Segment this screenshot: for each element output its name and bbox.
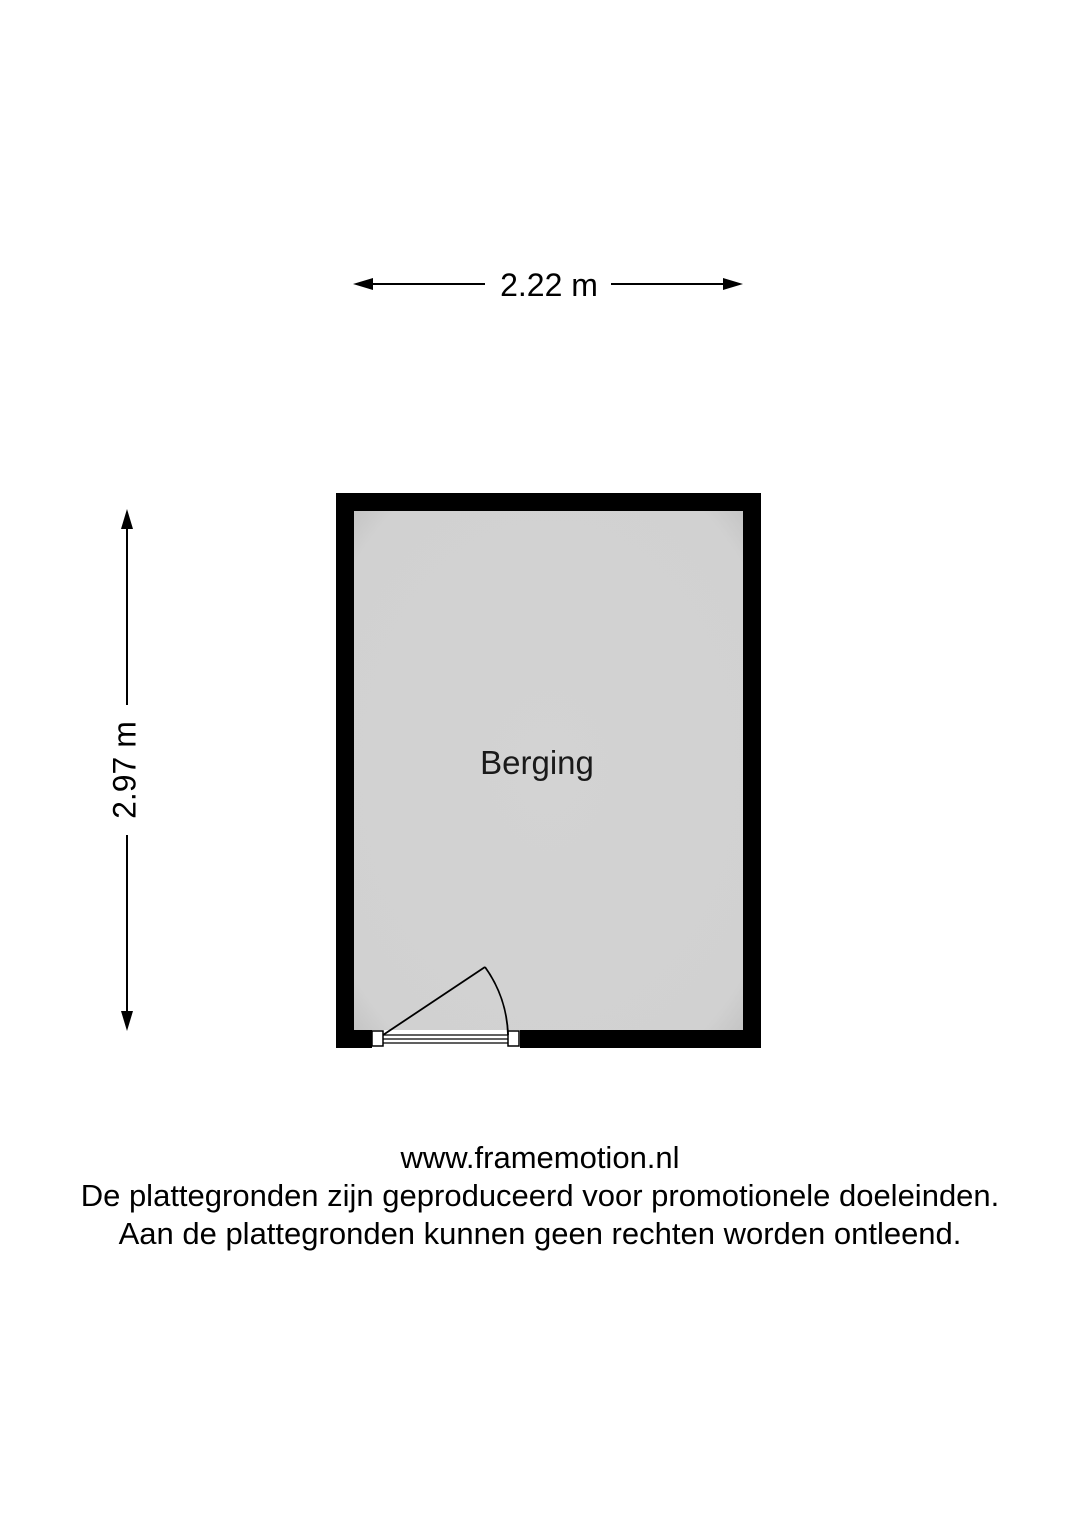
footer-disclaimer-2: Aan de plattegronden kunnen geen rechten worden ontleend. xyxy=(118,1216,962,1251)
width-label: 2.22 m xyxy=(500,267,598,303)
door-jamb-left xyxy=(372,1031,383,1046)
arrow-up-icon xyxy=(121,509,133,529)
height-label: 2.97 m xyxy=(106,721,143,819)
arrow-right-icon xyxy=(723,278,743,290)
footer-disclaimer-1: De plattegronden zijn geproduceerd voor promotionele doeleinden. xyxy=(80,1178,1000,1213)
footer-website: www.framemotion.nl xyxy=(400,1140,680,1175)
door-jamb-right xyxy=(508,1031,519,1046)
arrow-left-icon xyxy=(353,278,373,290)
arrow-down-icon xyxy=(121,1011,133,1031)
width-dimension xyxy=(353,267,743,303)
room-berging xyxy=(336,493,761,1048)
room-name: Berging xyxy=(480,744,594,781)
height-dimension xyxy=(106,509,142,1031)
